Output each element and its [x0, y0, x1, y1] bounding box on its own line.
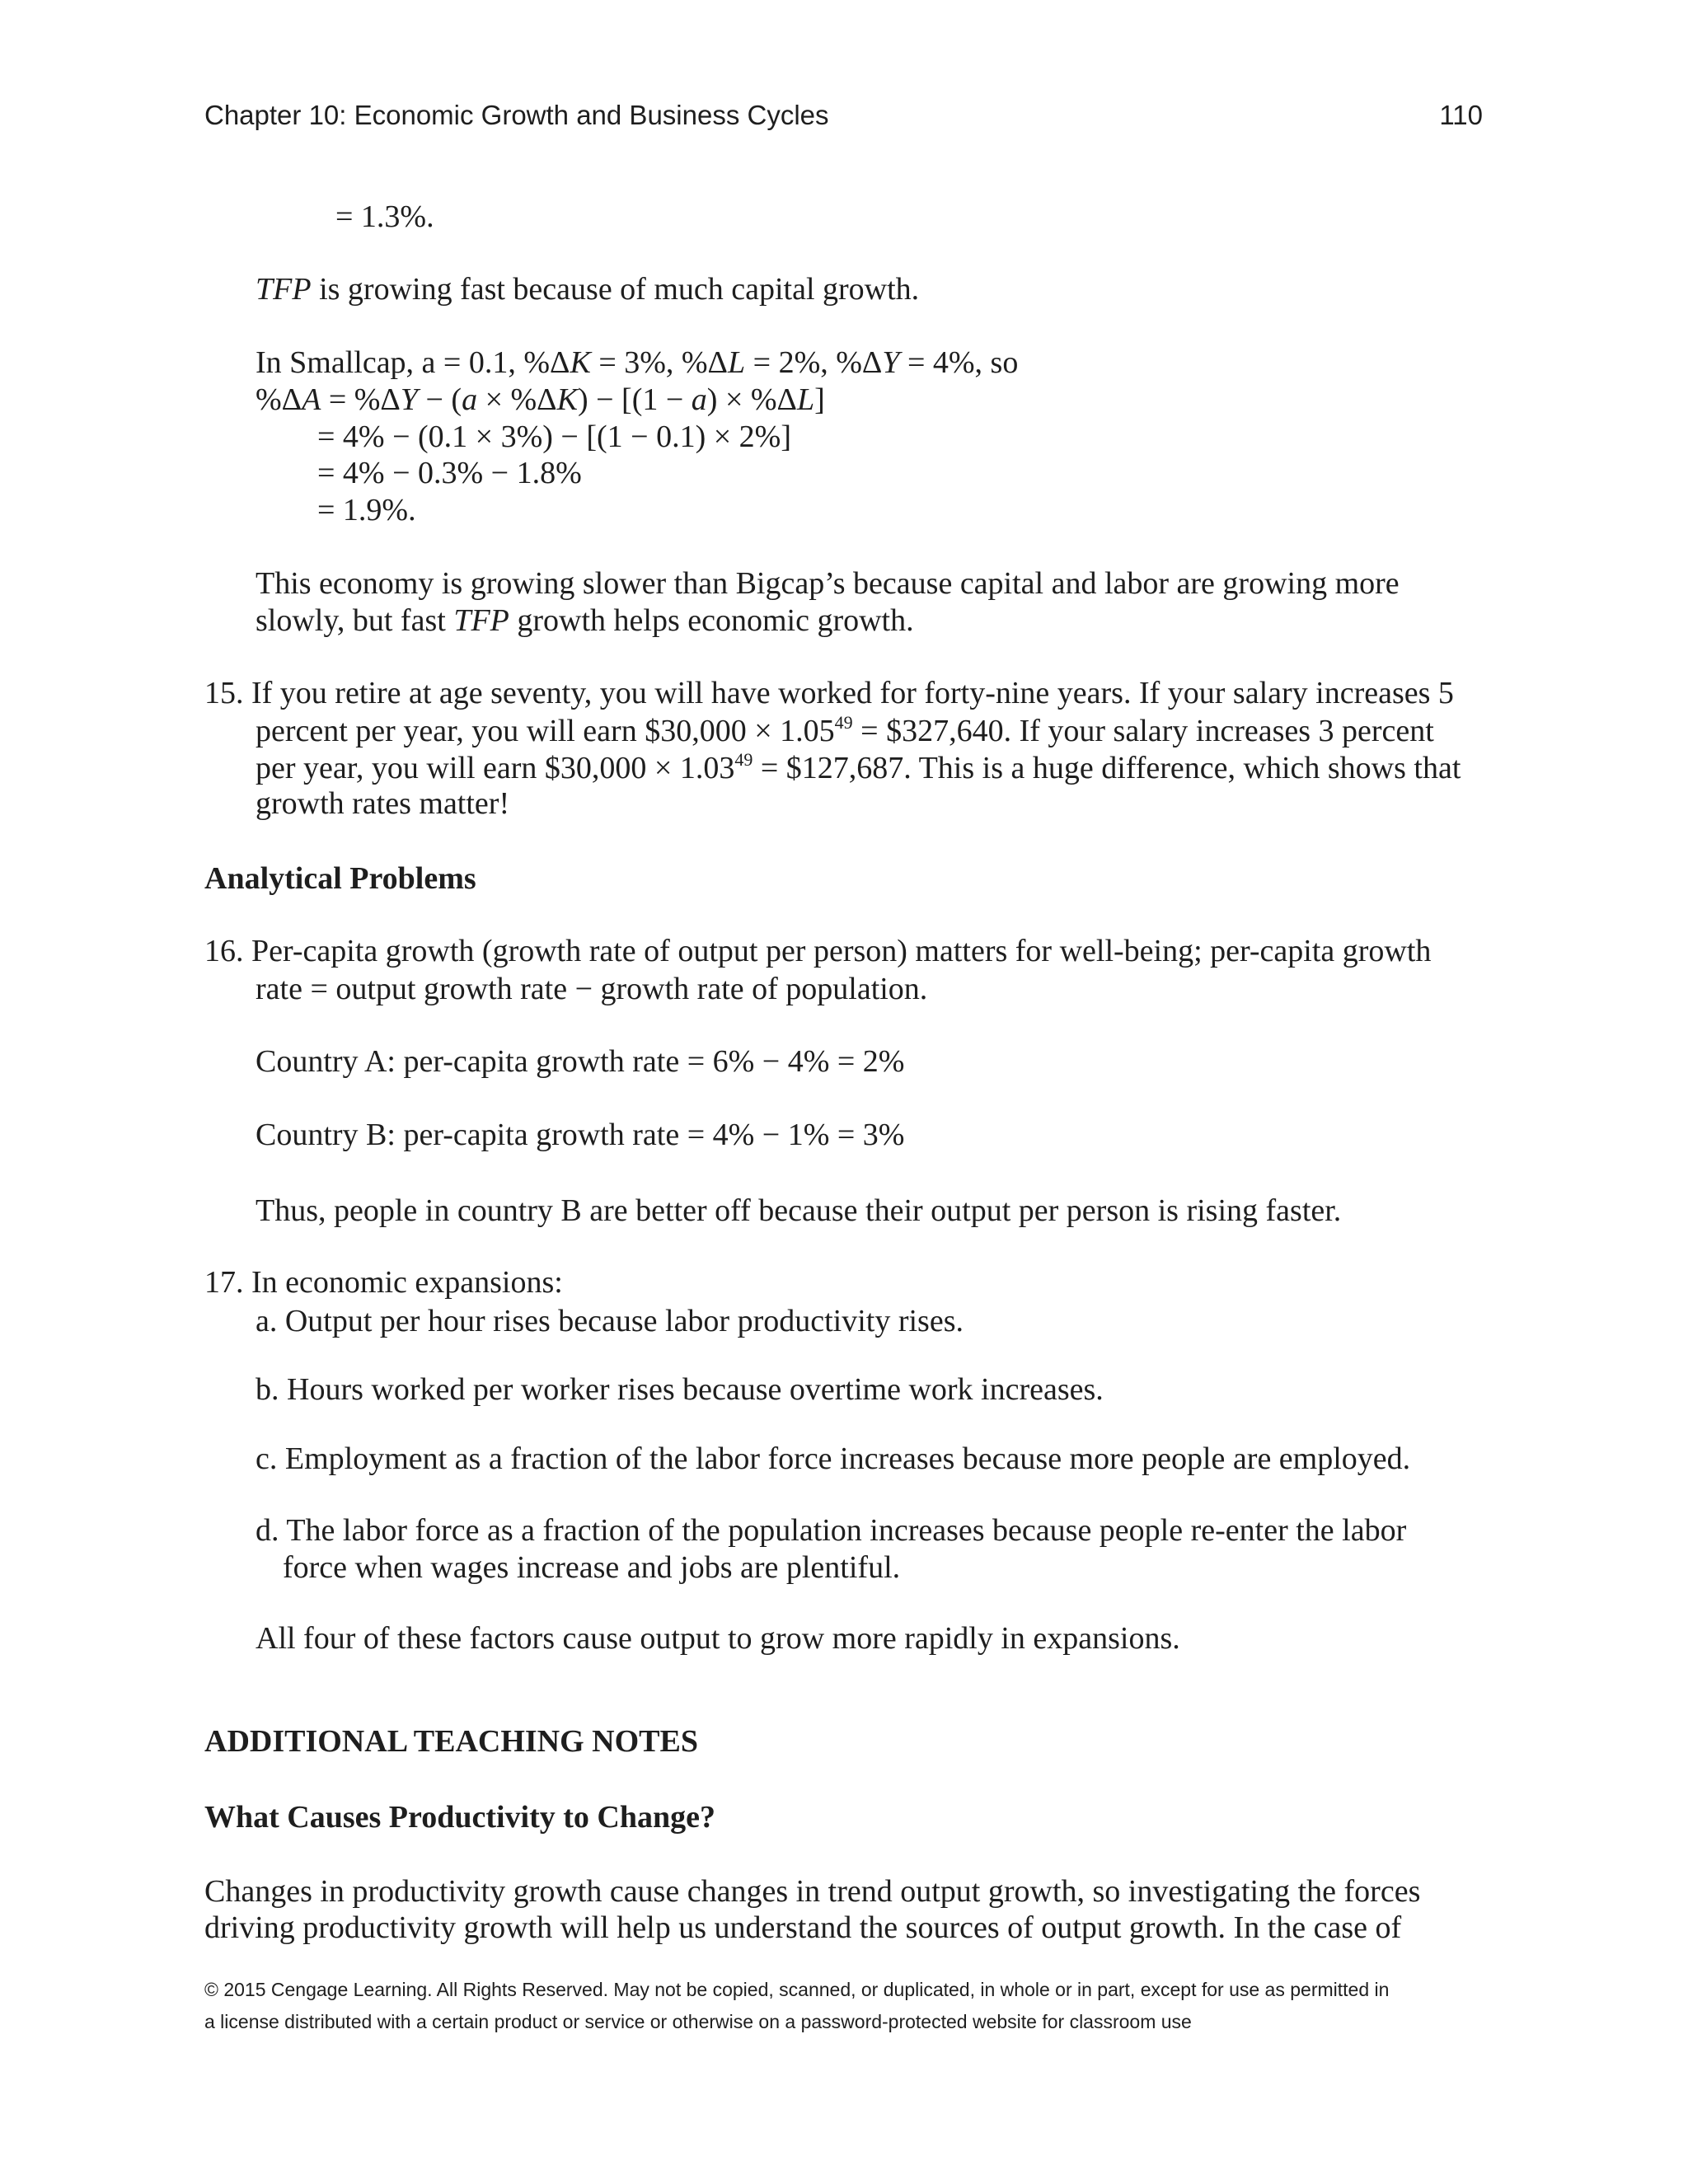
- tfp-comment-line: [256, 270, 919, 308]
- copyright-notice: © 2015 Cengage Learning. All Rights Reserved. May not be copied, scanned, or duplicated, in whole or in part, except for use as permitted in: [204, 1979, 1390, 2000]
- problem-17-conclusion: All four of these factors cause output to grow more rapidly in expansions.: [256, 1621, 1180, 1656]
- paragraph-line: driving productivity growth will help us understand the sources of output growth. In the case of: [204, 1910, 1402, 1945]
- italic-variable: A: [302, 382, 321, 417]
- copyright-notice: a license distributed with a certain product or service or otherwise on a password-protected website for classroom use: [204, 2011, 1192, 2032]
- text-segment: ) − [(1 −: [577, 382, 692, 417]
- italic-variable: L: [796, 382, 815, 417]
- calculation-step: = 1.9%.: [317, 493, 416, 527]
- text-segment: ]: [814, 382, 825, 417]
- list-item-b: b. Hours worked per worker rises because overtime work increases.: [256, 1372, 1104, 1407]
- italic-variable: Y: [400, 382, 418, 417]
- paragraph-line: Changes in productivity growth cause changes in trend output growth, so investigating the forces: [204, 1874, 1421, 1909]
- italic-term-tfp: TFP: [256, 272, 312, 307]
- chapter-title: Chapter 10: Economic Growth and Business Cycles: [204, 100, 829, 130]
- text-segment: ) × %Δ: [706, 382, 797, 417]
- text-segment: = 4%, so: [899, 345, 1019, 380]
- problem-16-conclusion: Thus, people in country B are better off because their output per person is rising faster.: [256, 1193, 1342, 1228]
- text-segment: = 3%, %Δ: [590, 345, 728, 380]
- subheading-productivity: What Causes Productivity to Change?: [204, 1800, 715, 1835]
- text-segment: per year, you will earn $30,000 × 1.03: [256, 751, 735, 785]
- list-item-a: a. Output per hour rises because labor productivity rises.: [256, 1304, 964, 1338]
- calculation-step: = 4% − (0.1 × 3%) − [(1 − 0.1) × 2%]: [317, 419, 791, 454]
- calculation-step: = 4% − 0.3% − 1.8%: [317, 456, 582, 490]
- problem-16-line: rate = output growth rate − growth rate of population.: [256, 972, 928, 1006]
- text-segment: slowly, but fast: [256, 603, 454, 638]
- problem-16-line: 16. Per-capita growth (growth rate of output per person) matters for well-being; per-capita growth: [204, 934, 1432, 968]
- problem-15-line: 15. If you retire at age seventy, you will have worked for forty-nine years. If your salary increases 5: [204, 676, 1454, 710]
- text-segment: percent per year, you will earn $30,000 × 1.05: [256, 714, 835, 748]
- text-segment: = 2%, %Δ: [745, 345, 883, 380]
- country-b-calculation: Country B: per-capita growth rate = 4% − 1% = 3%: [256, 1118, 905, 1152]
- list-item-c: c. Employment as a fraction of the labor force increases because more people are employed.: [256, 1441, 1411, 1476]
- section-heading-teaching-notes: ADDITIONAL TEACHING NOTES: [204, 1724, 699, 1759]
- problem-15-line: growth rates matter!: [256, 786, 510, 821]
- problem-15-line: [256, 712, 1434, 754]
- text-segment: = $127,687. This is a huge difference, which shows that: [753, 751, 1461, 785]
- italic-term-tfp: TFP: [453, 603, 509, 638]
- text-segment: %Δ: [256, 382, 302, 417]
- italic-variable: L: [728, 345, 746, 380]
- italic-variable: K: [570, 345, 591, 380]
- exponent: 49: [834, 712, 853, 733]
- italic-variable: Y: [882, 345, 900, 380]
- smallcap-given-line: [256, 344, 1018, 382]
- smallcap-formula-line: [256, 381, 825, 419]
- list-item-d-continued: force when wages increase and jobs are plentiful.: [283, 1550, 901, 1585]
- text-segment: × %Δ: [477, 382, 557, 417]
- italic-variable: K: [556, 382, 578, 417]
- bigcap-result-line: = 1.3%.: [335, 199, 434, 234]
- text-segment: is growing fast because of much capital growth.: [311, 272, 920, 307]
- text-segment: In Smallcap, a = 0.1, %Δ: [256, 345, 570, 380]
- page-number: 110: [1439, 100, 1483, 130]
- list-item-d: d. The labor force as a fraction of the population increases because people re-enter the labor: [256, 1513, 1407, 1548]
- italic-variable: a: [691, 382, 707, 417]
- exponent: 49: [734, 749, 753, 770]
- country-a-calculation: Country A: per-capita growth rate = 6% − 4% = 2%: [256, 1044, 905, 1079]
- italic-variable: a: [462, 382, 478, 417]
- section-heading-analytical-problems: Analytical Problems: [204, 861, 476, 896]
- comparison-line: [256, 602, 914, 640]
- text-segment: = $327,640. If your salary increases 3 percent: [852, 714, 1434, 748]
- text-segment: − (: [417, 382, 462, 417]
- comparison-line: This economy is growing slower than Bigcap’s because capital and labor are growing more: [256, 566, 1400, 601]
- text-segment: = %Δ: [321, 382, 401, 417]
- problem-17-intro: 17. In economic expansions:: [204, 1265, 563, 1300]
- text-segment: growth helps economic growth.: [509, 603, 914, 638]
